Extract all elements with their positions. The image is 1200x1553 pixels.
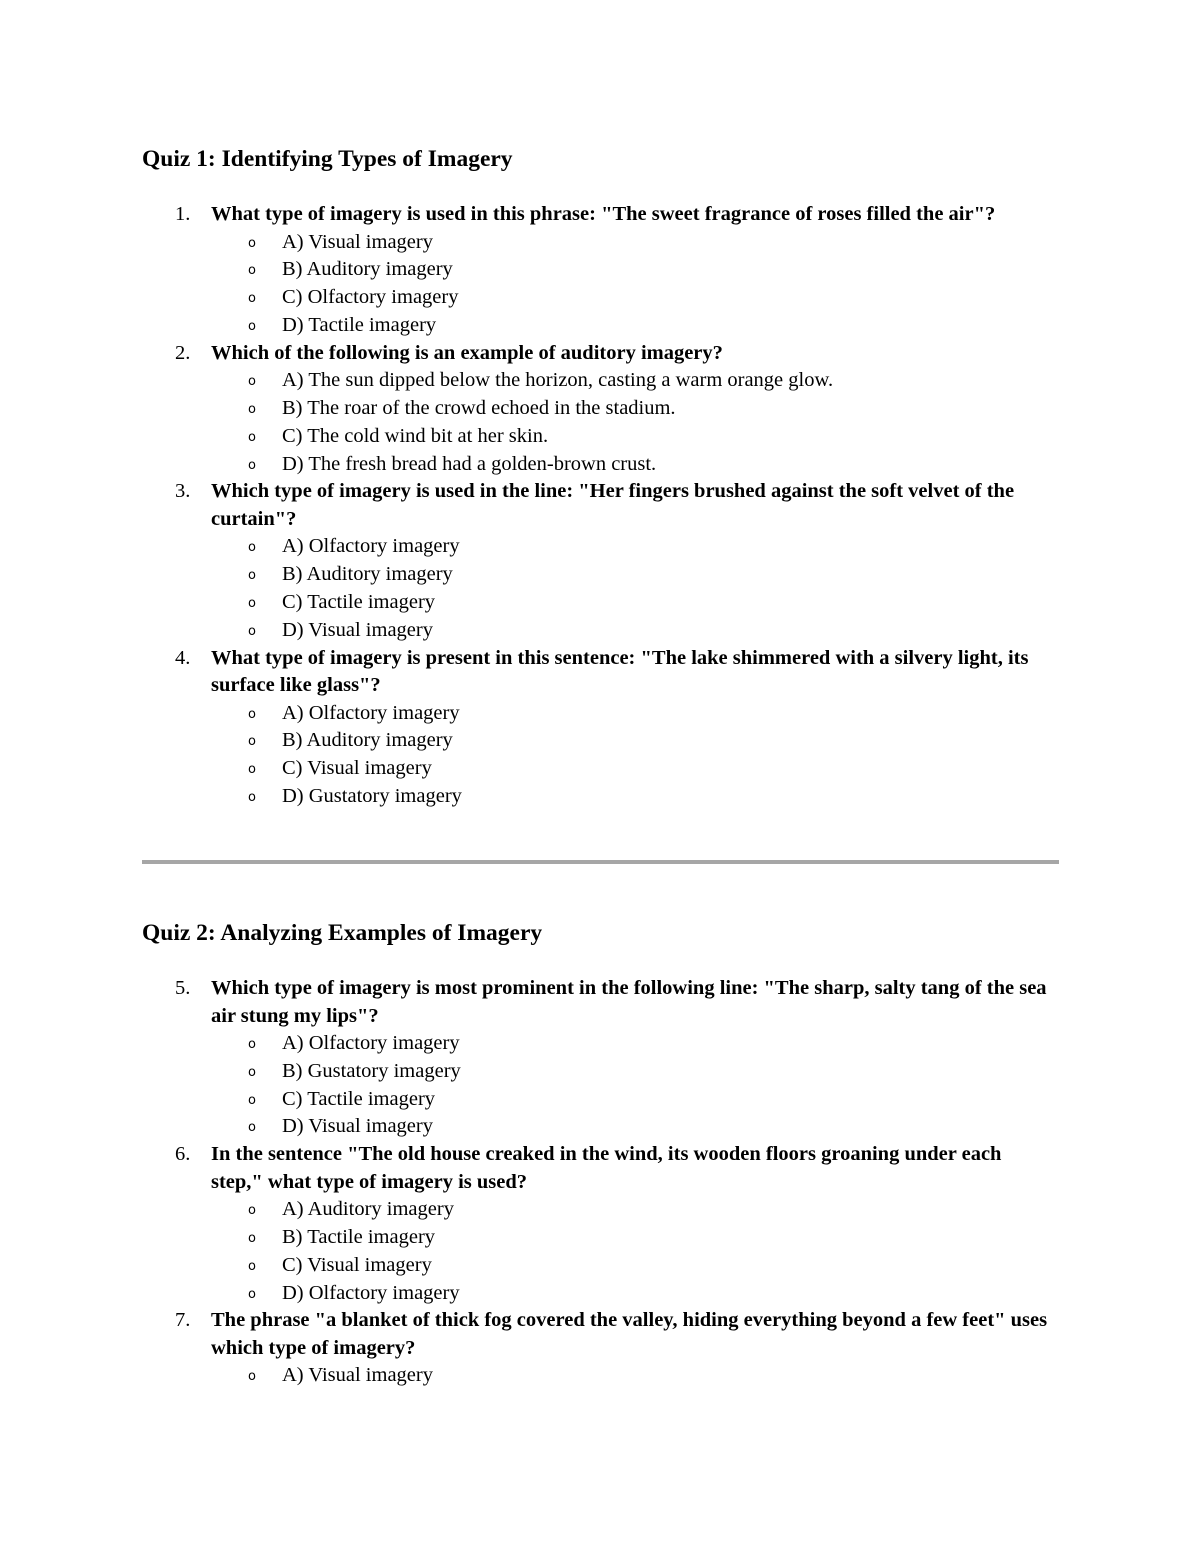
question-number: 3.	[175, 480, 191, 503]
answer-text: C) Olfactory imagery	[282, 286, 459, 309]
bullet-icon: o	[248, 1369, 256, 1385]
bullet-icon: o	[248, 429, 256, 445]
quiz-2-question-list	[0, 975, 1200, 1390]
bullet-icon: o	[248, 235, 256, 251]
answer-option	[0, 1280, 1200, 1308]
answer-options	[0, 1196, 1200, 1307]
answer-text: B) The roar of the crowd echoed in the stadium.	[282, 396, 676, 419]
bullet-icon: o	[248, 1286, 256, 1302]
answer-option	[0, 1224, 1200, 1252]
question-text: In the sentence "The old house creaked in the wind, its wooden floors groaning under each step," what type of imagery is used?	[211, 1143, 1002, 1193]
bullet-icon: o	[248, 706, 256, 722]
answer-option	[0, 1113, 1200, 1141]
answer-text: A) Olfactory imagery	[282, 701, 460, 724]
quiz-2-title: Quiz 2: Analyzing Examples of Imagery	[142, 920, 543, 946]
answer-text: C) Tactile imagery	[282, 1087, 436, 1110]
answer-option	[0, 451, 1200, 479]
answer-option	[0, 367, 1200, 395]
bullet-icon: o	[248, 401, 256, 417]
answer-text: B) Gustatory imagery	[282, 1059, 461, 1082]
answer-text: D) Visual imagery	[282, 618, 433, 641]
answer-option	[0, 561, 1200, 589]
question-1	[0, 201, 1200, 340]
answer-text: B) Auditory imagery	[282, 258, 453, 281]
answer-options	[0, 367, 1200, 478]
answer-text: B) Auditory imagery	[282, 563, 453, 586]
answer-option	[0, 256, 1200, 284]
question-text: What type of imagery is used in this phrase: "The sweet fragrance of roses filled the air"?	[211, 203, 996, 225]
answer-options	[0, 229, 1200, 340]
bullet-icon: o	[248, 1258, 256, 1274]
answer-option	[0, 1362, 1200, 1390]
question-number: 5.	[175, 977, 191, 999]
answer-option	[0, 533, 1200, 561]
question-2	[0, 340, 1200, 479]
answer-options	[0, 700, 1200, 811]
answer-text: A) Olfactory imagery	[282, 535, 460, 558]
answer-text: C) The cold wind bit at her skin.	[282, 424, 549, 447]
bullet-icon: o	[248, 1037, 256, 1052]
answer-option	[0, 1030, 1200, 1058]
bullet-icon: o	[248, 291, 256, 307]
quiz-1-question-list	[0, 201, 1200, 811]
bullet-icon: o	[248, 734, 256, 750]
answer-text: C) Tactile imagery	[282, 590, 436, 613]
bullet-icon: o	[248, 540, 256, 556]
section-divider	[142, 860, 1059, 864]
answer-option	[0, 1086, 1200, 1114]
answer-option	[0, 1058, 1200, 1086]
question-text: Which type of imagery is most prominent in the following line: "The sharp, salty tang of the sea air stung my lips"?	[211, 977, 1047, 1027]
answer-option	[0, 1196, 1200, 1224]
bullet-icon: o	[248, 1092, 256, 1108]
bullet-icon: o	[248, 623, 256, 639]
answer-option	[0, 700, 1200, 728]
question-number: 1.	[175, 203, 191, 225]
answer-text: A) Visual imagery	[282, 1364, 433, 1387]
answer-option	[0, 755, 1200, 783]
answer-option	[0, 312, 1200, 340]
answer-options	[0, 1362, 1200, 1390]
answer-text: B) Tactile imagery	[282, 1225, 436, 1248]
bullet-icon: o	[248, 457, 256, 473]
answer-option	[0, 617, 1200, 645]
answer-text: D) The fresh bread had a golden-brown crust.	[282, 452, 657, 475]
answer-text: A) The sun dipped below the horizon, casting a warm orange glow.	[282, 369, 834, 392]
answer-option	[0, 1252, 1200, 1280]
answer-text: D) Tactile imagery	[282, 313, 437, 336]
bullet-icon: o	[248, 789, 256, 805]
question-5	[0, 975, 1200, 1141]
question-number: 7.	[175, 1309, 191, 1332]
answer-option	[0, 423, 1200, 451]
question-text: Which type of imagery is used in the line: "Her fingers brushed against the soft velvet of the curtain"?	[211, 480, 1015, 530]
bullet-icon: o	[248, 374, 256, 390]
answer-option	[0, 727, 1200, 755]
answer-text: C) Visual imagery	[282, 757, 432, 780]
question-number: 2.	[175, 341, 191, 364]
bullet-icon: o	[248, 762, 256, 778]
question-number: 6.	[175, 1143, 191, 1166]
bullet-icon: o	[248, 1230, 256, 1246]
answer-option	[0, 284, 1200, 312]
question-3	[0, 478, 1200, 644]
bullet-icon: o	[248, 263, 256, 279]
question-6	[0, 1141, 1200, 1307]
answer-text: D) Gustatory imagery	[282, 784, 462, 807]
question-text: The phrase "a blanket of thick fog covered the valley, hiding everything beyond a few feet" uses which type of imagery?	[211, 1309, 1048, 1359]
question-number: 4.	[175, 646, 191, 669]
bullet-icon: o	[248, 1064, 256, 1080]
answer-text: C) Visual imagery	[282, 1253, 432, 1276]
question-4	[0, 645, 1200, 811]
answer-option	[0, 783, 1200, 811]
bullet-icon: o	[248, 1203, 256, 1219]
answer-text: A) Olfactory imagery	[282, 1032, 460, 1054]
answer-option	[0, 589, 1200, 617]
bullet-icon: o	[248, 595, 256, 611]
bullet-icon: o	[248, 318, 256, 334]
answer-text: D) Olfactory imagery	[282, 1281, 460, 1304]
answer-text: B) Auditory imagery	[282, 729, 453, 752]
answer-option	[0, 395, 1200, 423]
answer-text: A) Visual imagery	[282, 230, 433, 253]
answer-options	[0, 1030, 1200, 1141]
bullet-icon: o	[248, 568, 256, 584]
bullet-icon: o	[248, 1120, 256, 1136]
question-text: Which of the following is an example of auditory imagery?	[211, 341, 723, 364]
answer-option	[0, 229, 1200, 257]
answer-text: A) Auditory imagery	[282, 1198, 454, 1221]
answer-text: D) Visual imagery	[282, 1115, 433, 1138]
quiz-1-title: Quiz 1: Identifying Types of Imagery	[142, 146, 513, 172]
question-text: What type of imagery is present in this sentence: "The lake shimmered with a silvery light, its surface like glass"?	[211, 646, 1029, 697]
answer-options	[0, 533, 1200, 644]
question-7	[0, 1307, 1200, 1390]
